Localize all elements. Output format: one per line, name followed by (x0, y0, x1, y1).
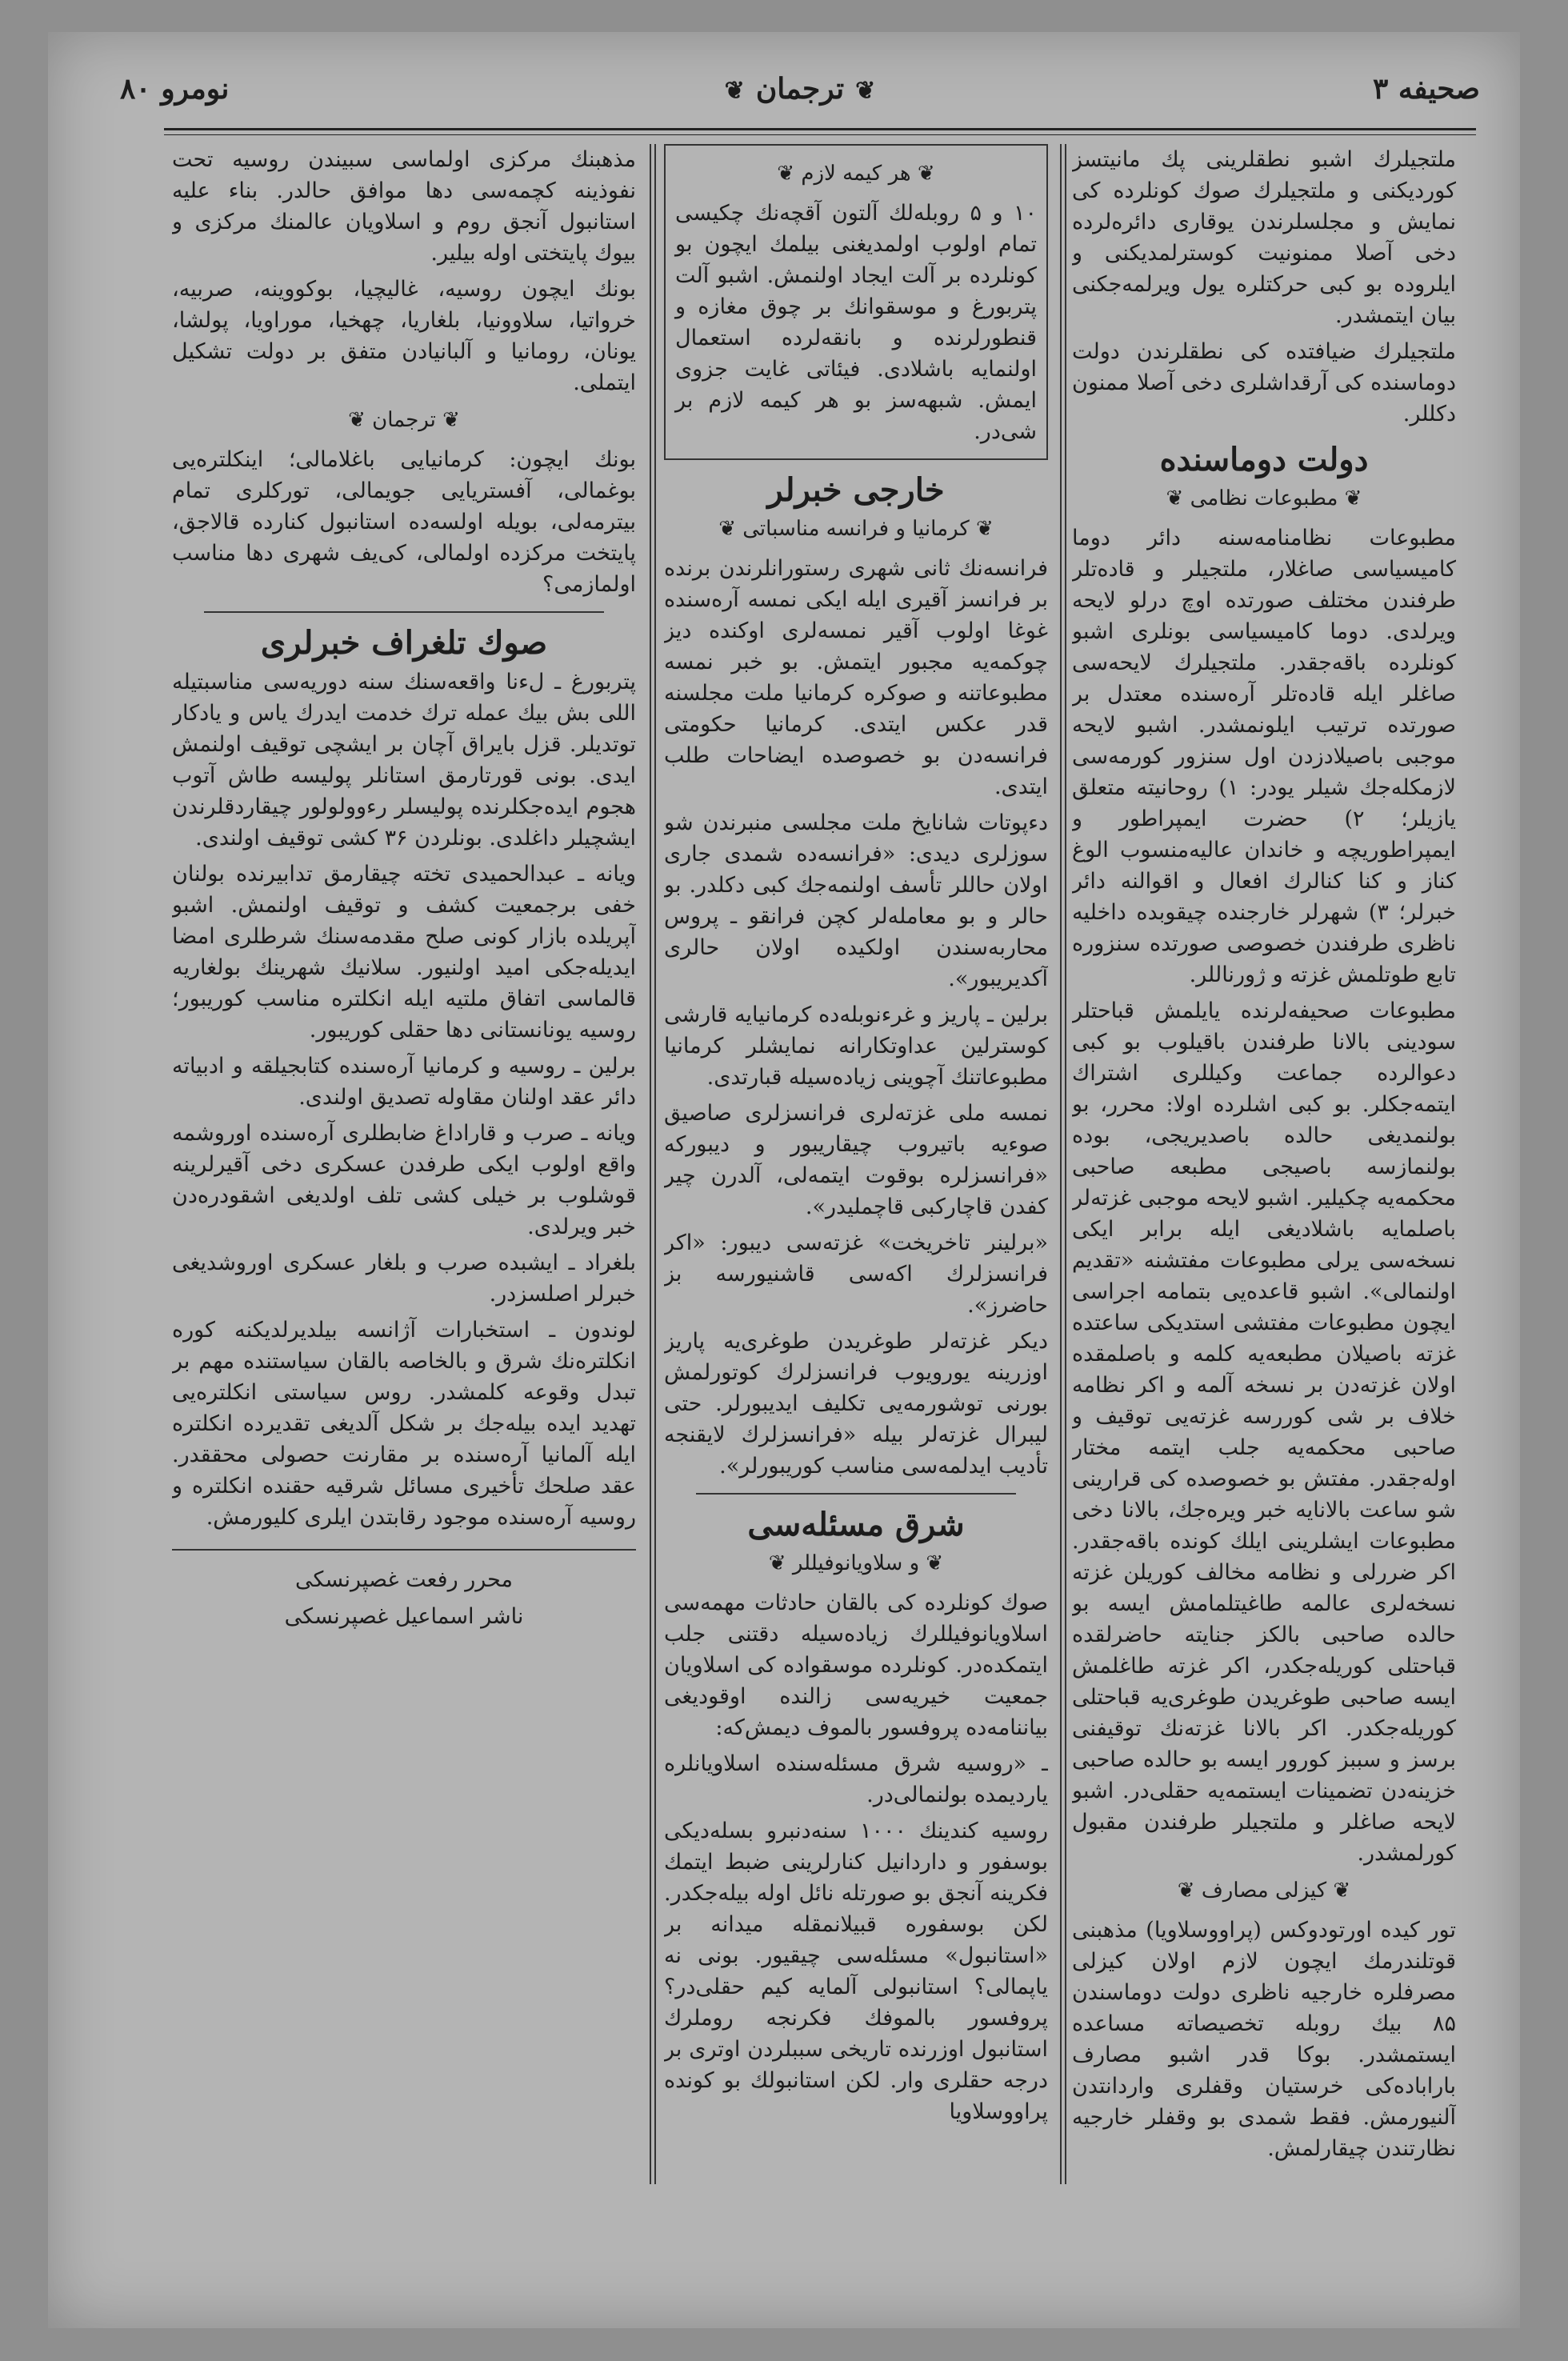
paragraph: «برلینر تاخریخت» غزته‌سی دیبور: «اکر فرانسزلرك اکه‌سی قاشنیورسه بز حاضرز». (664, 1231, 1048, 1318)
section-title: شرق مسئله‌سی (747, 1506, 965, 1543)
publisher-signature: ناشر اسماعیل غصپرنسکی (284, 1604, 524, 1629)
notice-text: ۱۰ و ۵ روبله‌لك آلتون آقچه‌نك چکیسی تمام اولوب اولمدیغنی بیلمك ایچون بو کونلرده بر آلت ایجاد اولنمش. اشبو آلت پتربورغ و موسقوانك بر چوق مغازه و قنطورلرنده و بانقه‌لرده استعمال اولنمایه باشلادی. فیئاتی غایت جزوی ایمش. شبهه‌سز بو هر کیمه لازم بر شی‌در. (675, 201, 1037, 444)
paragraph: تور کیده اورتودوکس (پراووسلاویا) مذهبنی قوتلندرمك ایچون لازم اولان کیزلی مصرفلره خارجیه ناظری دولت دوماسندن ۸۵ بیك روبله تخصیصاته مساعده ایستمشدر. بوکا قدر اشبو مصارف باراباده‌کی خرستیان وقفلری واردانتدن آلنیورمش. فقط شمدی بو وقفلر خارجیه نظارتندن چیقارلمش. (1072, 1918, 1456, 2161)
section-divider (204, 611, 604, 613)
editor-signature: محرر رفعت غصپرنسکی (294, 1567, 514, 1592)
section-subtitle: ❦ کرمانیا و فرانسه مناسباتی ❦ (718, 517, 994, 541)
paragraph: ملتجیلرك اشبو نطقلرینی پك مانیتسز کوردیکنی و ملتجیلرك صوك کونلرده کی نمایش و مجلسلرندن یوقاری دائره‌لرده دخی آصلا ممنونیت کوسترلمدیکنی و ایلروده بو کبی حرکتلره یول ویرلمه‌جکنی بیان ایتمشدر. (1072, 147, 1456, 328)
paragraph: مطبوعات صحیفه‌لرنده یایلمش قباحتلر سودینی بالانا طرفندن باقیلوب بو کبی دعوالرده جماعت وکیللری اشتراك ایتمه‌جکلر. بو کبی اشلرده اولا: محرر، بو بولنمدیغی حالده باصدیریجی، بوده بولنمازسه باصیجی مطبعه صاحبی محکمه‌یه چکیلیر. اشبو لایحه موجبی غزته‌لر باصلمایه باشلادیغی ایله برابر ایکی نسخه‌سی یرلی مطبوعات مفتشنه «تقدیم اولنمالی». اشبو قاعده‌یی بتمامه اجراسی ایچون مطبوعات مفتشی استدیکی ساعتده غزته باصیلان مطبعه‌یه کلمه و باصلمقده اولان غزته‌دن بر نسخه آلمه و اکر نظامه خلاف بر شی کوررسه غزته‌یی توقیف و صاحبی محکمه‌یه جلب ایتمه مختار اوله‌جقدر. مفتش بو خصوصده کی قرارینی شو ساعت بالانایه خبر ویره‌جك، بالانا دخی مطبوعات ایشلرینی ایلك کونده باقه‌جقدر. اکر ضررلی و نظامه مخالف کوریلن غزته نسخه‌لری عالمه طاغیتلمامش ایسه بو حالده صاحبی بالکز جنایته حاضرلقده قباحتلی کوریله‌جکدر، اکر غزته طاغلمش ایسه صاحبی طوغریدن طوغری‌یه قباحتلی کوریله‌جکدر. اکر بالانا غزته‌نك توقیفنی برسز و سببز کورور ایسه بو حالده صاحبی خزینه‌دن تضمینات ایستمه‌یه حقلی‌در. اشبو لایحه صاغلر و ملتجیلر طرفندن مقبول کورلمشدر. (1072, 998, 1456, 1866)
section-divider (696, 1493, 1016, 1495)
paragraph: روسیه کندینك ۱۰۰۰ سنه‌دنبرو بسله‌دیکی بوسفور و داردانیل کنارلرینی ضبط ایتمك فکرینه آنجق بو صورتله نائل اوله بیله‌جکدر. لکن بوسفوره قبیلانمقله میدانه بر «استانبول» مسئله‌سی چیقیور. بونی نه یاپمالی؟ استانبولی آلمایه کیم حقلی‌در؟ پروفسور بالموفك فکرنجه روملرك استانبول اوزرنده تاریخی سببلردن اوتری بر درجه حقلری وار. لکن استانبولك بو کونده پراووسلاویا (664, 1819, 1048, 2124)
right-column (1072, 144, 1456, 2192)
telegram-item: ویانه ـ صرب و قاراداغ ضابطلری آره‌سنده اوروشمه واقع اولوب ایکی طرفدن عسکری دخی آقیرلرینه قوشلوب بر خیلی کشی تلف اولدیغی اشقودره‌دن خبر ویرلدی. (172, 1121, 636, 1239)
boxed-notice (664, 144, 1048, 460)
telegram-item: برلین ـ روسیه و کرمانیا آره‌سنده کتابجیلقه و ادبیاته دائر عقد اولنان مقاوله تصدیق اولندی. (172, 1054, 636, 1110)
section-title: صوك تلغراف خبرلری (260, 624, 548, 662)
paragraph: دءپوتات شانایخ ملت مجلسی منبرندن شو سوزلری دیدی: «فرانسه‌ده شمدی جاری اولان حاللر تأسف اولنمه‌جك کبی دکلدر. بو حالر و بو معامله‌لر کچن فرانقو ـ پروس محاربه‌سندن اولکیده اولان حالری آکدیریبور». (664, 810, 1048, 991)
section-subtitle: ❦ و سلاویانوفیللر ❦ (768, 1551, 944, 1575)
paragraph: نمسه ملی غزته‌لری فرانسزلری صاصیق صوءیه باتیروب چیقاریبور و دیبورکه «فرانسزلره بوقوت ایتمه‌لی، آلدرن چیر کفدن قاچارکبی قاچملیدر». (664, 1101, 1048, 1219)
paragraph: مطبوعات نظامنامه‌سنه دائر دوما کامیسیاسی صاغلار، ملتجیلر و قاده‌تلر طرفندن مختلف صورتده اوچ درلو لایحه ویرلدی. دوما کامیسیاسی بونلری اشبو کونلرده باقه‌جقدر. ملتجیلرك لایحه‌سی صاغلر ایله قاده‌تلر آره‌سنده معتدل بر صورتده ترتیب ایلونمشدر. اشبو لایحه موجبی باصیلادزدن اول سنزور کورمه‌سی لازمکله‌جك شیلر یودر: ۱) روحانیته متعلق یازیلر؛ ۲) حضرت ایمپراطور و ایمپراطوریچه و خاندان عالیه‌منسوب الوغ کناز و کنا کنالرك افعال و اقوالنه دائر خبرلر؛ ۳) شهرلر خارجنده چیقوبده داخلیه ناظری طرفندن خصوصی صورتده سنزوره تابع طوتلمش غزته و ژورناللر. (1072, 526, 1456, 987)
paragraph: برلین ـ پاریز و غرءنوبله‌ده کرمانیایه قارشی کوسترلین عداوتکارانه نمایشلر کرمانیا مطبوعاتنك آچوینی زیاده‌سیله قبارتدی. (664, 1002, 1048, 1090)
footer-rule (172, 1549, 636, 1551)
issue-number: نومرو ۸۰ (120, 72, 230, 106)
middle-column (664, 144, 1048, 2192)
telegram-item: بلغراد ـ ایشبده صرب و بلغار عسکری اوروشدیغی خبرلر اصلسزدر. (172, 1251, 636, 1307)
header-rule-thin (164, 134, 1476, 135)
paragraph: مذهبنك مرکزی اولماسی سبیندن روسیه تحت نفوذینه کچمه‌سی دها موافق حالدر. بناء علیه استانبول آنجق روم و اسلاویان عالمنك مرکزی و بیوك پایتختی اوله بیلیر. (172, 147, 636, 266)
left-column (172, 144, 636, 2192)
paragraph: ملتجیلرك ضیافتده کی نطقلرندن دولت دوماسنده کی آرقداشلری دخی آصلا ممنون دکللر. (1072, 339, 1456, 426)
section-title: دولت دوماسنده (1159, 441, 1369, 478)
masthead (120, 56, 1480, 128)
paragraph: دیکر غزته‌لر طوغریدن طوغری‌یه پاریز اوزرینه یورویوب فرانسزلرك کوتورلمش بورنی توشورمه‌یی تکلیف ایدیبورلر. حتی لیبرال غزته‌لر بیله «فرانسزلرك لایقنجه تأدیب ایدلمه‌سی مناسب کوریبورلر». (664, 1329, 1048, 1479)
section-subtitle: ❦ مطبوعات نظامی ❦ (1166, 486, 1362, 510)
column-divider (1060, 144, 1062, 2184)
header-rule (164, 128, 1476, 130)
paragraph: بونك ایچون روسیه، غالیچیا، بوکووینه، صربیه، خرواتیا، سلاوونیا، بلغاریا، چهخیا، موراویا، پولشا، یونان، رومانیا و آلبانیادن متفق بر دولت تشکیل ایتملی. (172, 277, 636, 395)
paragraph: ـ «روسیه شرق مسئله‌سنده اسلاویانلره یاردیمده بولنمالی‌در. (664, 1751, 1048, 1807)
editor-note: بونك ایچون: کرمانیایی باغلامالی؛ اینکلتره‌یی بوغمالی، آفستریایی جویمالی، تورکلری تمام بیترمه‌لی، بویله اولسه‌ده استانبول کنارده قالاجق، پایتخت مرکزده اولمالی، کی‌یف شهری دها مناسب اولمازمی؟ (172, 447, 636, 597)
newspaper-name: ترجمان (755, 72, 845, 106)
telegram-item: پتربورغ ـ لءنا واقعه‌سنك سنه دوریه‌سی مناسبتیله اللی بش بیك عمله ترك خدمت ایدرك یاس و یادکار توتدیلر. قزل بایراق آچان بر ایشچی توقیف اولنمش ایدی. بونی قورتارمق استانلر پولیسه طاش آتوب هجوم ایده‌جکلرنده پولیسلر رءوولولور چیقاردقلرندن ایشچیلر داغلدی. بونلردن ۳۶ کشی توقیف اولندی. (172, 670, 636, 850)
column-divider (654, 144, 656, 2184)
column-divider (650, 144, 651, 2184)
newspaper-title (714, 72, 887, 106)
notice-title: ❦ هر کیمه لازم ❦ (777, 162, 935, 186)
telegram-item: ویانه ـ عبدالحمیدی تخته چیقارمق تدابیرنده بولنان خفی برجمعیت کشف و توقیف اولنمش. اشبو آپریلده بازار کونی صلح مقدمه‌سنك شرطلری امضا ایدیله‌جکی امید اولنیور. سلانیك شهرینك بولغاریه قالماسی اتفاق ملتیه ایله انکلتره مناسب کوریبور؛ روسیه یونانستانی دها حقلی کوریبور. (172, 862, 636, 1042)
subsection-title: ❦ کیزلی مصارف ❦ (1177, 1879, 1351, 1903)
paragraph: فرانسه‌نك ثانی شهری رستورانلرندن برنده بر فرانسز آقیری ایله ایکی نمسه آره‌سنده غوغا اولوب آقیر نمسه‌لری اوکنده دیز چوکمه‌یه مجبور ایتمش. بو خبر نمسه مطبوعاتنه و صوکره کرمانیا ملت مجلسنه قدر عکس ایتدی. کرمانیا حکومتی فرانسه‌دن بو خصوصده ایضاحات طلب ایتدی. (664, 556, 1048, 799)
editor-note-label: ❦ ترجمان ❦ (348, 408, 460, 432)
ornament-icon: ❦ (724, 77, 745, 105)
section-title: خارجی خبرلر (767, 471, 945, 509)
telegram-item: لوندون ـ استخبارات آژانسه بیلدیرلدیکنه کوره انکلتره‌نك شرق و بالخاصه بالقان سیاستنده مهم بر تبدل وقوعه کلمشدر. روس سیاستی انکلتره‌یی تهدید ایده بیله‌جك بر شکل آلدیغی تقدیرده انکلتره ایله آلمانیا آره‌سنده بر مقارنت حصولی محققدر. عقد صلحك تأخیری مسائل شرقیه حقنده انکلتره و روسیه آره‌سنده موجود رقابتدن ایلری کلیورمش. (172, 1318, 636, 1530)
paragraph: صوك کونلرده کی بالقان حادثات مهمه‌سی اسلاویانوفیللرك زیاده‌سیله دقتنی جلب ایتمکده‌در. کونلرده موسقواده کی اسلاویان جمعیت خیریه‌سی زالنده اوقودیغی بیاننامه‌ده پروفسور بالموف دیمش‌که: (664, 1591, 1048, 1740)
page-number: صحیفه ۳ (1372, 72, 1480, 106)
column-divider (1065, 144, 1066, 2184)
ornament-icon: ❦ (855, 77, 876, 105)
